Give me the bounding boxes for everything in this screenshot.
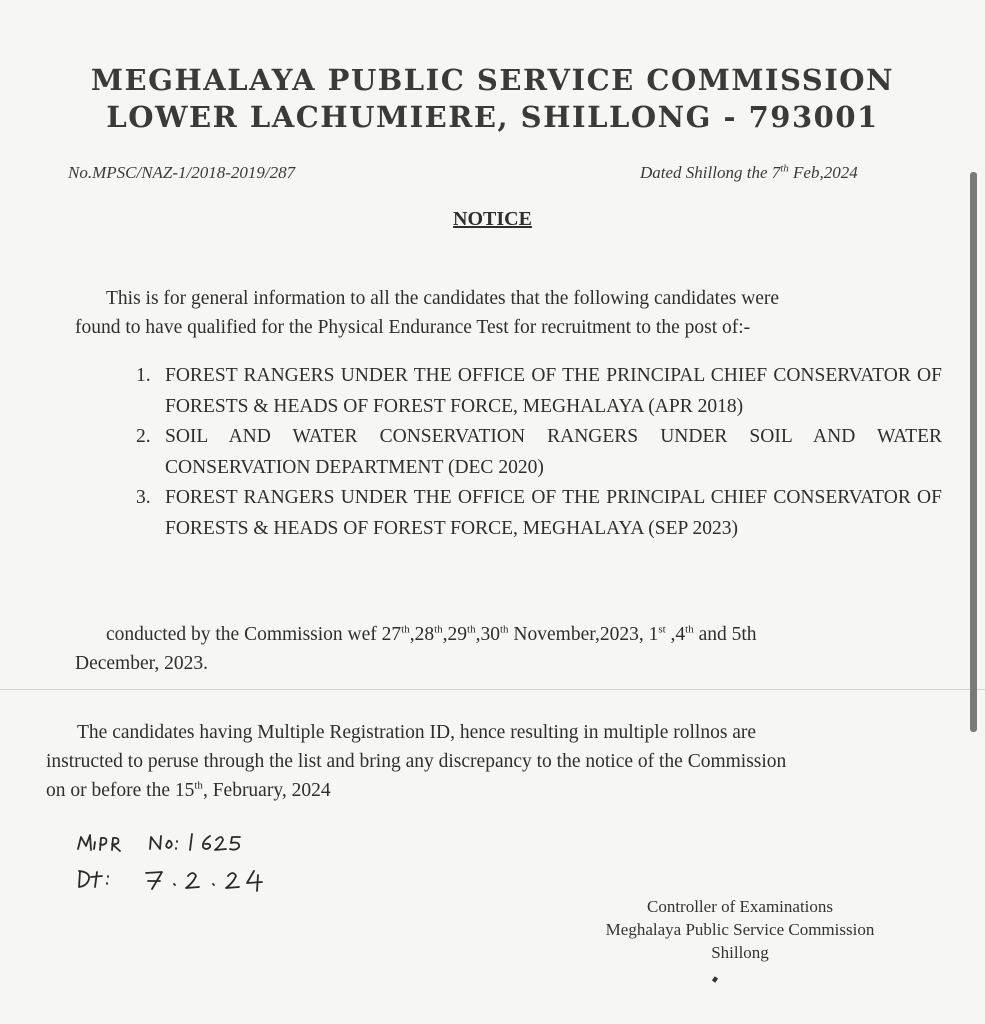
intro-line-2: found to have qualified for the Physical Endurance Test for recruitment to the post of:- <box>75 317 751 338</box>
post-item <box>136 483 942 544</box>
commission-address: LOWER LACHUMIERE, SHILLONG - 793001 <box>106 100 879 134</box>
vertical-scrollbar[interactable] <box>970 172 977 732</box>
signature-title: Controller of Examinations <box>646 897 834 916</box>
ink-mark <box>712 976 718 982</box>
signature-location: Shillong <box>711 943 769 962</box>
conducted-line-2: December, 2023. <box>75 653 208 674</box>
post-text: SOIL AND WATER CONSERVATION RANGERS UNDER SOIL AND WATER CONSERVATION DEPARTMENT (DEC 2020) <box>165 426 942 478</box>
handwritten-note-drawing <box>72 825 312 900</box>
notice-date: Dated Shillong the 7th Feb,2024 <box>640 162 858 182</box>
conducted-line-1: conducted by the Commission wef 27th,28th,29th,30th November,2023, 1st ,4th and 5th <box>106 623 757 645</box>
post-number: 3. <box>136 487 151 508</box>
commission-name: MEGHALAYA PUBLIC SERVICE COMMISSION <box>90 63 895 97</box>
multiple-registration-paragraph <box>46 718 941 805</box>
handwritten-note <box>72 825 312 905</box>
intro-paragraph <box>75 284 941 342</box>
post-text: FOREST RANGERS UNDER THE OFFICE OF THE PRINCIPAL CHIEF CONSERVATOR OF FORESTS & HEADS OF FOREST FORCE, MEGHALAYA (APR 2018) <box>165 365 942 417</box>
multi-line-3: on or before the 15th, February, 2024 <box>46 779 331 801</box>
signature-organization: Meghalaya Public Service Commission <box>605 920 875 939</box>
multi-line-2: instructed to peruse through the list and bring any discrepancy to the notice of the Commission <box>46 751 787 772</box>
post-item <box>136 361 942 422</box>
signature-block <box>560 895 920 964</box>
conducted-paragraph <box>75 620 941 678</box>
page-divider <box>0 689 985 690</box>
post-number: 1. <box>136 365 151 386</box>
post-text: FOREST RANGERS UNDER THE OFFICE OF THE PRINCIPAL CHIEF CONSERVATOR OF FORESTS & HEADS OF FOREST FORCE, MEGHALAYA (SEP 2023) <box>165 487 942 539</box>
post-list <box>136 361 942 544</box>
post-number: 2. <box>136 426 151 447</box>
multi-line-1: The candidates having Multiple Registration ID, hence resulting in multiple rollnos are <box>77 722 757 743</box>
intro-line-1: This is for general information to all the candidates that the following candidates were <box>106 288 780 309</box>
post-item <box>136 422 942 483</box>
reference-number: No.MPSC/NAZ-1/2018-2019/287 <box>68 163 296 182</box>
notice-title: NOTICE <box>453 208 532 230</box>
